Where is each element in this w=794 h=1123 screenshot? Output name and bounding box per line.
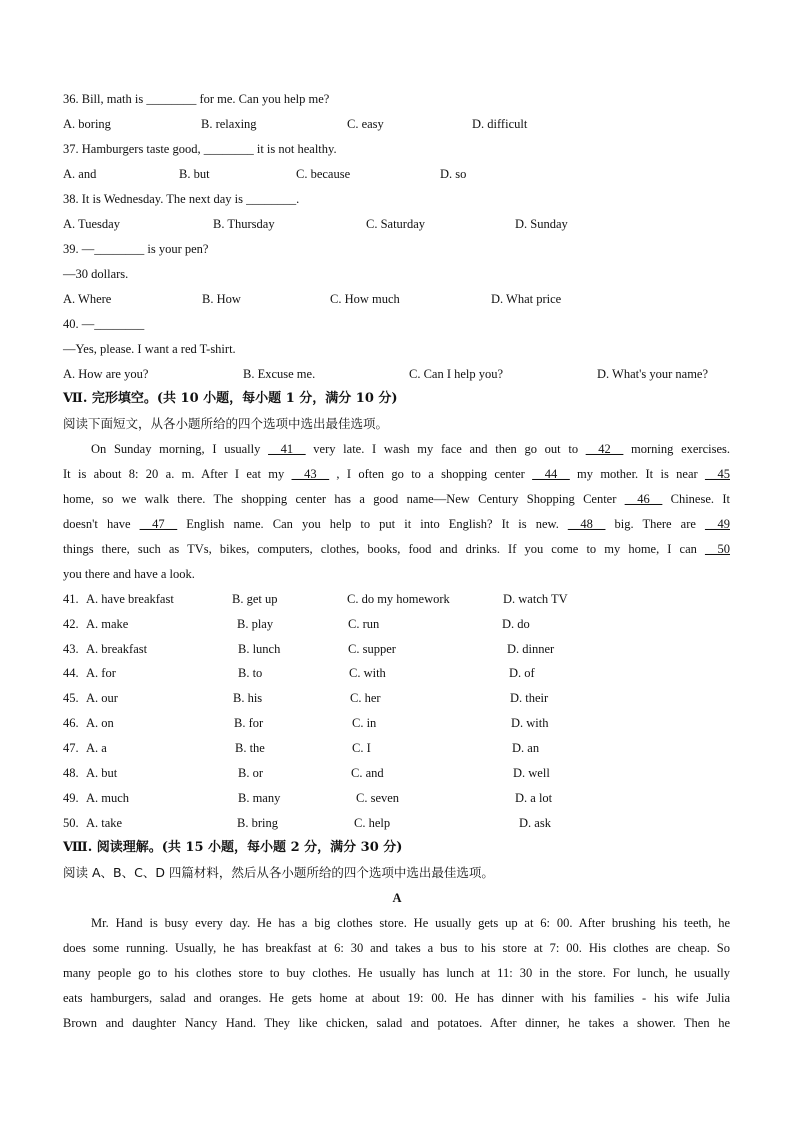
question-38-stem: 38. It is Wednesday. The next day is ________. <box>63 192 300 206</box>
item-50-option-b: B. bring <box>237 816 278 830</box>
q40-option-d: D. What's your name? <box>597 367 709 381</box>
item-41-number: 41. <box>63 592 79 606</box>
item-48-number: 48. <box>63 766 79 780</box>
item-48-option-a: A. but <box>86 766 118 780</box>
q36-option-b: B. relaxing <box>201 117 257 131</box>
item-41-option-a: A. have breakfast <box>86 592 174 606</box>
q38-option-c: C. Saturday <box>366 217 426 231</box>
question-39-stem: 39. —________ is your pen? <box>63 242 209 256</box>
item-46-option-a: A. on <box>86 716 114 730</box>
question-37-stem: 37. Hamburgers taste good, ________ it is not healthy. <box>63 142 337 156</box>
item-50-option-a: A. take <box>86 816 123 830</box>
item-45-option-b: B. his <box>233 691 263 705</box>
text-run: English name. Can you help to put it into English? It is new. <box>177 517 568 531</box>
q40-option-c: C. Can I help you? <box>409 367 504 381</box>
item-42-option-c: C. run <box>348 617 380 631</box>
q38-option-d: D. Sunday <box>515 217 568 231</box>
blank-47: __47__ <box>139 517 178 531</box>
cloze-line-1 <box>91 441 730 457</box>
item-42-option-b: B. play <box>237 617 274 631</box>
text-run: Chinese. It <box>662 492 730 506</box>
q37-option-d: D. so <box>440 167 467 181</box>
item-44-option-d: D. of <box>509 666 535 680</box>
q39-option-a: A. Where <box>63 292 112 306</box>
item-42-number: 42. <box>63 617 79 631</box>
item-50-number: 50. <box>63 816 79 830</box>
cloze-line-2 <box>63 466 730 482</box>
item-48-option-d: D. well <box>513 766 550 780</box>
blank-43: __43__ <box>291 467 330 481</box>
cloze-line-3 <box>63 491 730 507</box>
item-43-option-c: C. supper <box>348 642 396 656</box>
item-41-option-b: B. get up <box>232 592 278 606</box>
q37-option-b: B. but <box>179 167 210 181</box>
item-50-option-d: D. ask <box>519 816 551 830</box>
blank-49: __49 <box>705 517 730 531</box>
q36-option-a: A. boring <box>63 117 111 131</box>
q37-option-a: A. and <box>63 167 97 181</box>
text-run: It is about 8: 20 a. m. After I eat my <box>63 467 292 481</box>
item-49-option-c: C. seven <box>356 791 400 805</box>
blank-50: __50 <box>705 542 730 556</box>
item-45-option-c: C. her <box>350 691 381 705</box>
text-run: big. There are <box>605 517 705 531</box>
item-47-option-a: A. a <box>86 741 107 755</box>
reading-part-label: A <box>392 891 402 905</box>
item-50-option-c: C. help <box>354 816 391 830</box>
item-49-option-d: D. a lot <box>515 791 553 805</box>
cloze-line-6 <box>63 566 730 582</box>
item-43-option-a: A. breakfast <box>86 642 148 656</box>
item-43-option-d: D. dinner <box>507 642 555 656</box>
cloze-line-5 <box>63 541 730 557</box>
item-46-option-d: D. with <box>511 716 549 730</box>
text-run: things there, such as TVs, bikes, computers, clothes, books, food and drinks. If you come to my home, I can <box>63 542 705 556</box>
text-run: you there and have a look. <box>63 567 195 581</box>
blank-42: __42__ <box>585 442 624 456</box>
item-44-option-b: B. to <box>238 666 263 680</box>
reading-line-3: many people go to his clothes store to buy clothes. He usually has lunch at 11: 30 in the store. For lunch, he usually <box>63 966 730 980</box>
q37-option-c: C. because <box>296 167 351 181</box>
item-46-option-c: C. in <box>352 716 377 730</box>
q38-option-a: A. Tuesday <box>63 217 120 231</box>
q39-option-c: C. How much <box>330 292 400 306</box>
q38-option-b: B. Thursday <box>213 217 275 231</box>
reading-line-1: Mr. Hand is busy every day. He has a big clothes store. He usually gets up at 6: 00. After brushing his teeth, he <box>91 916 730 930</box>
item-47-option-c: C. I <box>352 741 371 755</box>
text-run: home, so we walk there. The shopping center has a good name—New Century Shopping Center <box>63 492 625 506</box>
q39-option-d: D. What price <box>491 292 562 306</box>
reading-line-2: does some running. Usually, he has breakfast at 6: 30 and takes a bus to his store at 7: 00. His clothes are cheap. So <box>63 941 730 955</box>
item-47-option-b: B. the <box>235 741 265 755</box>
item-45-number: 45. <box>63 691 79 705</box>
q36-option-c: C. easy <box>347 117 384 131</box>
item-43-number: 43. <box>63 642 79 656</box>
text-run: doesn't have <box>63 517 140 531</box>
text-run: On Sunday morning, I usually <box>91 442 269 456</box>
item-48-option-c: C. and <box>351 766 384 780</box>
item-44-option-a: A. for <box>86 666 116 680</box>
item-48-option-b: B. or <box>238 766 263 780</box>
blank-44: __44__ <box>532 467 570 481</box>
item-49-option-a: A. much <box>86 791 130 805</box>
item-42-option-d: D. do <box>502 617 530 631</box>
text-run: morning exercises. <box>623 442 730 456</box>
blank-46: __46__ <box>624 492 663 506</box>
question-40-stem: 40. —________ <box>63 317 145 331</box>
q39-option-b: B. How <box>202 292 241 306</box>
item-46-number: 46. <box>63 716 79 730</box>
text-run: , I often go to a shopping center <box>329 467 533 481</box>
item-47-number: 47. <box>63 741 79 755</box>
question-36-stem: 36. Bill, math is ________ for me. Can you help me? <box>63 92 330 106</box>
q40-option-a: A. How are you? <box>63 367 149 381</box>
cloze-line-4 <box>63 516 730 532</box>
item-47-option-d: D. an <box>512 741 540 755</box>
item-41-option-d: D. watch TV <box>503 592 568 606</box>
reading-line-5: Brown and daughter Nancy Hand. They like chicken, salad and potatoes. After dinner, he takes a shower. Then he <box>63 1016 730 1030</box>
item-45-option-a: A. our <box>86 691 118 705</box>
blank-41: __41__ <box>268 442 306 456</box>
item-45-option-d: D. their <box>510 691 549 705</box>
text-run: very late. I wash my face and then go out to <box>305 442 586 456</box>
item-46-option-b: B. for <box>234 716 264 730</box>
item-44-number: 44. <box>63 666 79 680</box>
question-39-reply: —30 dollars. <box>63 267 129 281</box>
section-8-instruction: 阅读 A、B、C、D 四篇材料，然后从各小题所给的四个选项中选出最佳选项。 <box>63 865 494 880</box>
question-40-reply: —Yes, please. I want a red T-shirt. <box>63 342 236 356</box>
section-7-heading: Ⅶ. 完形填空。(共 10 小题，每小题 1 分，满分 10 分) <box>63 391 398 406</box>
item-43-option-b: B. lunch <box>238 642 281 656</box>
reading-line-4: eats hamburgers, salad and oranges. He gets home at about 19: 00. He has dinner with his families - his wife Julia <box>63 991 730 1005</box>
text-run: my mother. It is near <box>569 467 705 481</box>
section-7-instruction: 阅读下面短文，从各小题所给的四个选项中选出最佳选项。 <box>63 416 389 431</box>
section-8-heading: Ⅷ. 阅读理解。(共 15 小题，每小题 2 分，满分 30 分) <box>63 840 403 855</box>
item-44-option-c: C. with <box>349 666 386 680</box>
blank-48: __48__ <box>567 517 606 531</box>
blank-45: __45 <box>705 467 730 481</box>
q36-option-d: D. difficult <box>472 117 528 131</box>
item-49-option-b: B. many <box>238 791 281 805</box>
q40-option-b: B. Excuse me. <box>243 367 316 381</box>
item-41-option-c: C. do my homework <box>347 592 450 606</box>
item-42-option-a: A. make <box>86 617 129 631</box>
item-49-number: 49. <box>63 791 79 805</box>
